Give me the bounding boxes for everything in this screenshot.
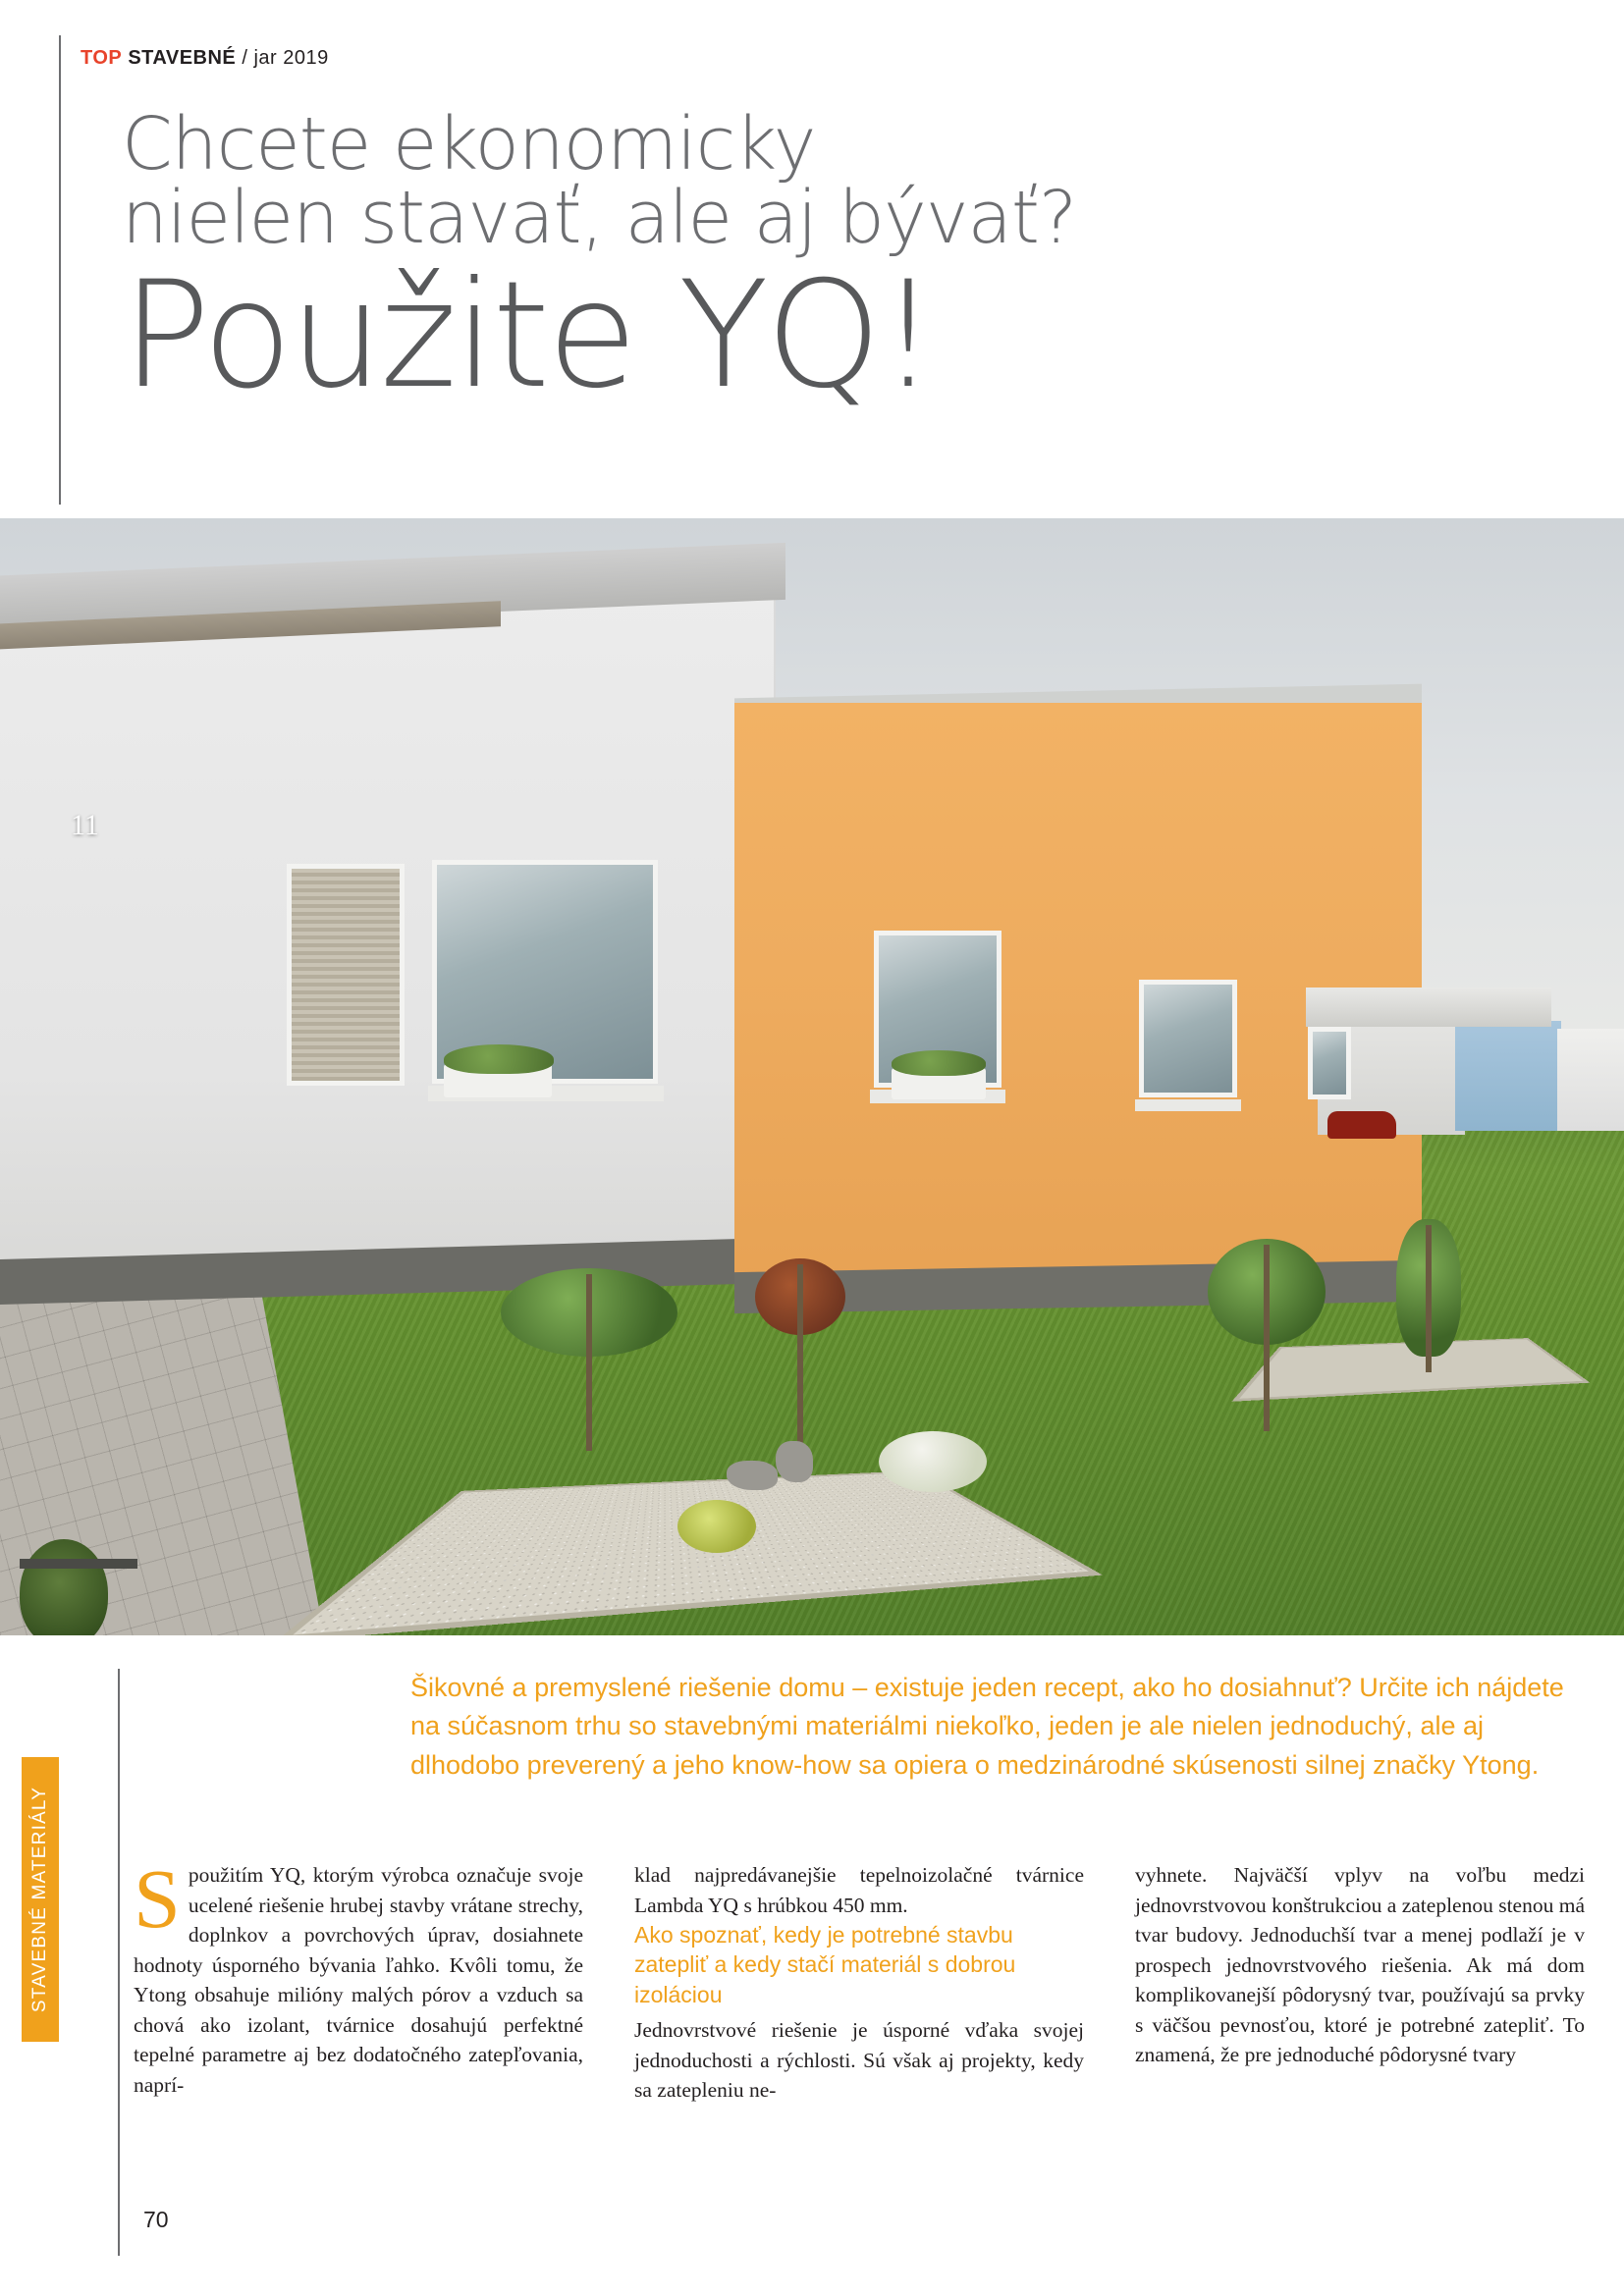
body-divider-rule bbox=[118, 1669, 120, 2238]
body-column-3 bbox=[1135, 1860, 1585, 2106]
tree-trunk bbox=[1426, 1225, 1432, 1372]
photo-number-label: 11 bbox=[71, 809, 99, 841]
body-column-2 bbox=[634, 1860, 1084, 2106]
window-orange-right bbox=[1139, 980, 1237, 1097]
headline-divider-rule bbox=[59, 35, 61, 505]
tree-trunk bbox=[1264, 1245, 1270, 1431]
headline-line-2: nielen stavať, ale aj bývať? bbox=[122, 176, 1077, 261]
drop-cap: S bbox=[134, 1851, 181, 1946]
hero-photo bbox=[0, 518, 1624, 1635]
headline-line-1: Chcete ekonomicky bbox=[122, 102, 816, 187]
flower-box-plants-middle bbox=[892, 1050, 986, 1076]
paragraph: Jednovrstvové riešenie je úsporné vďaka svojej jednoduchosti a rýchlosti. Sú však aj projekty, kedy sa zatepleniu ne- bbox=[634, 2018, 1084, 2103]
window-sill-right bbox=[1135, 1099, 1241, 1111]
paragraph-text: použitím YQ, ktorým výrobca označuje svoje ucelené riešenie hrubej stavby vrátane strechy, doplnkov a povrchových úprav, dosiahnete hodnoty úsporného bývania ľahko. Kvôli tomu, že Ytong obsahuje milióny malých pórov a vzduch sa chová ako izolant, tvárnice dosahujú perfektné tepelné parametre aj bez dodatočného zatepľovania, naprí- bbox=[134, 1863, 583, 2097]
parked-car bbox=[1327, 1111, 1396, 1139]
ornamental-tree-3 bbox=[1208, 1245, 1326, 1431]
carport-roof bbox=[1306, 988, 1551, 1027]
footer-divider-rule bbox=[118, 2195, 120, 2256]
page-number: 70 bbox=[143, 2207, 169, 2232]
paragraph: klad najpredávanejšie tepelnoizolačné tvárnice Lambda YQ s hrúbkou 450 mm. bbox=[634, 1863, 1084, 1917]
section-tab-label: STAVEBNÉ MATERIÁLY bbox=[29, 1786, 50, 2013]
tree-trunk bbox=[586, 1274, 592, 1451]
subheading: Ako spoznať, kedy je potrebné stavbu zatepliť a kedy stačí materiál s dobrou izoláciou bbox=[634, 1922, 1016, 2007]
shrub-white bbox=[879, 1431, 987, 1492]
flower-box-plants-left bbox=[444, 1044, 554, 1074]
ornamental-tree-4 bbox=[1394, 1225, 1463, 1372]
garden-rock-1 bbox=[727, 1461, 778, 1490]
brand-top-label: TOP bbox=[81, 47, 123, 69]
lead-paragraph: Šikovné a premyslené riešenie domu – existuje jeden recept, ako ho dosiahnuť? Určite ich nájdete na súčasnom trhu so stavebnými materiálmi niekoľko, jeden je ale nielen jednoduchý, ale aj dlhodobo preverený a jeho know-how sa opiera o medzinárodné skúsenosti silnej značky Ytong. bbox=[410, 1673, 1564, 1780]
garden-furniture bbox=[20, 1559, 137, 1569]
page-title bbox=[122, 102, 1516, 421]
ornamental-tree-2 bbox=[756, 1264, 844, 1461]
paragraph: vyhnete. Najväčší vplyv na voľbu medzi jednovrstvovou konštrukciou a zateplenou stenou má tvar budovy. Jednoduchší tvar a menej podlaží je v prospech jednovrstvového riešenia. Ak má dom komplikovanejší pôdorysný tvar, používajú sa prvky s väčšou pevnosťou, ktoré je potrebné zatepliť. To znamená, že pre jednoduché pôdorysné tvary bbox=[1135, 1863, 1585, 2067]
headline-line-3: Použite YQ! bbox=[122, 249, 935, 421]
shrub-yellow bbox=[677, 1500, 756, 1553]
paragraph bbox=[134, 1851, 583, 2100]
garden-rock-2 bbox=[776, 1441, 813, 1482]
window-far-right bbox=[1308, 1027, 1351, 1099]
neighbour-house-white bbox=[1557, 1029, 1624, 1131]
brand-main-label: STAVEBNÉ bbox=[128, 47, 237, 69]
neighbour-house-blue bbox=[1455, 1021, 1561, 1131]
window-blind-left bbox=[287, 864, 405, 1086]
ornamental-tree-1 bbox=[511, 1274, 668, 1451]
issue-label: / jar 2019 bbox=[242, 47, 329, 69]
running-head bbox=[81, 47, 329, 70]
section-tab bbox=[22, 1757, 59, 2042]
body-column-1 bbox=[134, 1851, 583, 2106]
body-columns bbox=[134, 1851, 1585, 2106]
tree-trunk bbox=[797, 1264, 803, 1461]
